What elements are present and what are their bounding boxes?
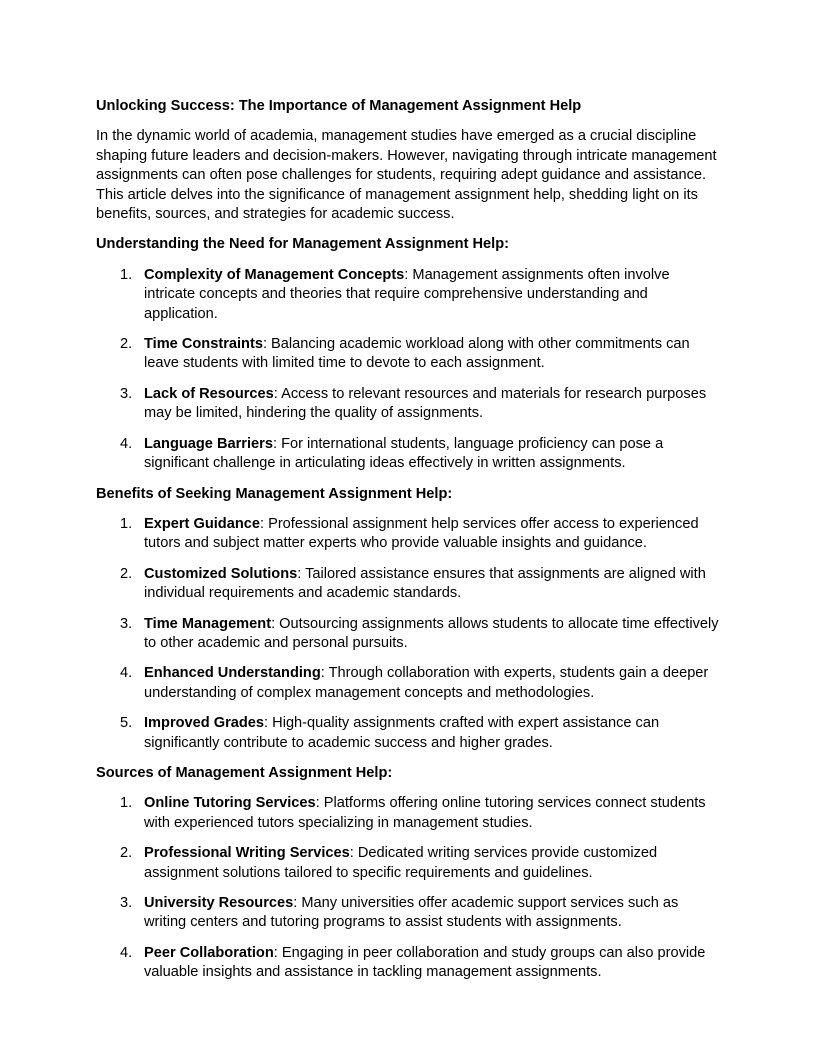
list-item-desc: : Through collaboration with experts, students gain a deeper understanding of complex management concepts and methodologies. bbox=[144, 665, 709, 701]
list-item-text bbox=[144, 435, 720, 474]
list-number: 2. bbox=[120, 565, 133, 582]
list-number: 3. bbox=[120, 615, 133, 632]
list-item-term: Language Barriers bbox=[144, 435, 273, 452]
list-number: 2. bbox=[120, 845, 133, 862]
list-item-term: Time Management bbox=[144, 615, 272, 632]
list-number: 2. bbox=[120, 336, 133, 353]
section-heading-sources: Sources of Management Assignment Help: bbox=[96, 764, 393, 781]
list-item-term: Complexity of Management Concepts bbox=[144, 266, 405, 283]
list-number: 4. bbox=[120, 944, 133, 961]
list-item-text bbox=[144, 714, 720, 753]
list-item bbox=[96, 664, 720, 703]
list-item-text bbox=[144, 944, 720, 983]
list-number: 1. bbox=[120, 515, 133, 532]
list-item-desc: : Engaging in peer collaboration and study groups can also provide valuable insights and assistance in tackling management assignments. bbox=[144, 944, 706, 981]
list-item-desc: : Balancing academic workload along with other commitments can leave students with limited time to devote to each assignment. bbox=[144, 336, 690, 372]
list-number: 1. bbox=[120, 795, 133, 812]
list-item bbox=[96, 944, 720, 983]
list-number: 4. bbox=[120, 665, 133, 682]
list-item-term: Lack of Resources bbox=[144, 385, 274, 402]
list-item-text bbox=[144, 664, 720, 703]
list-item-desc: : Access to relevant resources and materials for research purposes may be limited, hindering the quality of assignments. bbox=[144, 385, 707, 422]
list-item-text bbox=[144, 565, 720, 604]
list-item-term: Improved Grades bbox=[144, 715, 265, 732]
numbered-list bbox=[96, 794, 720, 982]
list-item-text bbox=[144, 515, 720, 554]
list-item-text bbox=[144, 794, 720, 833]
list-number: 1. bbox=[120, 266, 133, 283]
list-item-text bbox=[144, 894, 720, 933]
list-item bbox=[96, 435, 720, 474]
section-heading-benefits: Benefits of Seeking Management Assignment Help: bbox=[96, 485, 453, 502]
list-item-text bbox=[144, 615, 720, 654]
list-number: 5. bbox=[120, 715, 133, 732]
list-item bbox=[96, 515, 720, 554]
list-number: 4. bbox=[120, 435, 133, 452]
list-item-term: University Resources bbox=[144, 895, 294, 911]
list-item-text bbox=[144, 266, 720, 324]
list-item-term: Professional Writing Services bbox=[144, 845, 350, 862]
list-item-term: Enhanced Understanding bbox=[144, 665, 321, 682]
list-item-desc: : Platforms offering online tutoring services connect students with experienced tutors specializing in management studies. bbox=[144, 795, 706, 831]
list-item-term: Expert Guidance bbox=[144, 515, 260, 532]
list-item-desc: : Management assignments often involve intricate concepts and theories that require comprehensive understanding and application. bbox=[144, 266, 670, 322]
list-item-text bbox=[144, 385, 720, 424]
list-item-text bbox=[144, 335, 720, 374]
list-item bbox=[96, 794, 720, 833]
list-item-term: Peer Collaboration bbox=[144, 944, 274, 961]
numbered-list bbox=[96, 266, 720, 474]
list-item-term: Customized Solutions bbox=[144, 565, 298, 582]
list-item-desc: : Tailored assistance ensures that assignments are aligned with individual requirements and academic standards. bbox=[144, 565, 706, 602]
list-item-text bbox=[144, 844, 720, 883]
list-item-desc: : Professional assignment help services offer access to experienced tutors and subject matter experts who provide valuable insights and guidance. bbox=[144, 515, 699, 552]
list-item bbox=[96, 894, 720, 933]
list-item bbox=[96, 565, 720, 604]
list-item-desc: : Many universities offer academic support services such as writing centers and tutoring programs to assist students with assignments. bbox=[144, 895, 679, 931]
list-item bbox=[96, 385, 720, 424]
list-item bbox=[96, 615, 720, 654]
list-item-desc: : High-quality assignments crafted with expert assistance can significantly contribute to academic success and higher grades. bbox=[144, 715, 660, 751]
list-item bbox=[96, 844, 720, 883]
list-item-term: Online Tutoring Services bbox=[144, 795, 316, 812]
list-item bbox=[96, 266, 720, 324]
numbered-list bbox=[96, 515, 720, 753]
section-heading-understanding: Understanding the Need for Management Assignment Help: bbox=[96, 236, 509, 253]
list-number: 3. bbox=[120, 895, 133, 911]
list-item-desc: : Outsourcing assignments allows students to allocate time effectively to other academic and personal pursuits. bbox=[144, 615, 719, 651]
list-item-desc: : For international students, language proficiency can pose a significant challenge in articulating ideas effectively in written assignments. bbox=[144, 435, 664, 472]
list-item-term: Time Constraints bbox=[144, 336, 263, 353]
list-item bbox=[96, 714, 720, 753]
list-item bbox=[96, 335, 720, 374]
document-title: Unlocking Success: The Importance of Management Assignment Help bbox=[96, 98, 582, 114]
intro-paragraph: In the dynamic world of academia, management studies have emerged as a crucial discipline shaping future leaders and decision-makers. However, navigating through intricate management assignments can often pose challenges for students, requiring adept guidance and assistance. This article delves into the significance of management assignment help, shedding light on its benefits, sources, and strategies for academic success. bbox=[96, 128, 717, 223]
list-number: 3. bbox=[120, 385, 133, 402]
list-item-desc: : Dedicated writing services provide customized assignment solutions tailored to specific requirements and guidelines. bbox=[144, 845, 658, 881]
